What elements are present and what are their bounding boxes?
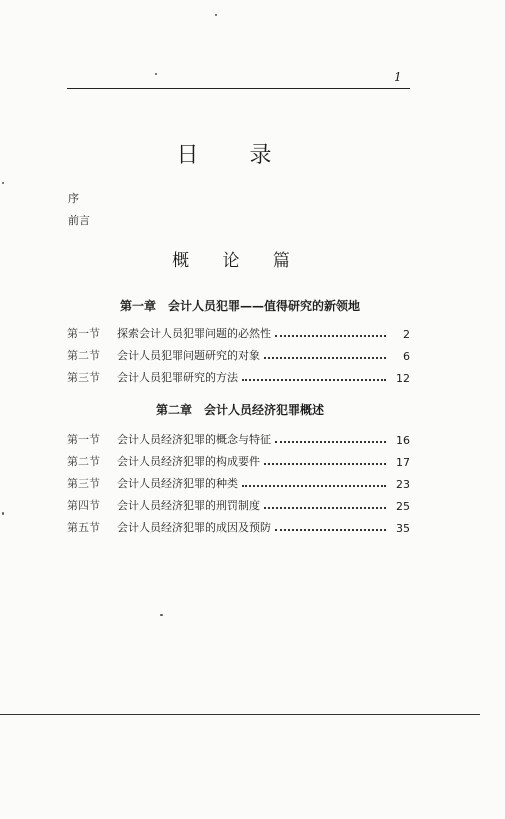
scan-speck [2,512,4,515]
page-title: 日 录 [176,143,294,168]
toc-entry-label: 第二节 [67,455,100,468]
dot-leader [275,335,386,337]
dot-leader [242,379,386,381]
toc-entry[interactable] [67,345,410,363]
toc-entry-label: 第二节 [67,349,100,362]
dot-leader [264,507,386,509]
toc-entry-title: 会计人员经济犯罪的构成要件 [117,455,260,468]
scan-speck [2,182,4,184]
toc-entry-page: 35 [396,522,410,535]
toc-entry-page: 12 [396,372,410,385]
toc-entry-page: 6 [403,350,410,363]
toc-entry-title: 会计人员犯罪研究的方法 [117,371,238,384]
toc-entry-title: 会计人员经济犯罪的种类 [117,477,238,490]
toc-entry-label: 第五节 [67,521,100,534]
toc-entry[interactable] [67,451,410,469]
dot-leader [242,485,386,487]
dot-leader [275,441,386,443]
toc-entry[interactable] [67,429,410,447]
dot-leader [275,529,386,531]
toc-entry[interactable] [67,517,410,535]
toc-entry-page: 2 [403,328,410,341]
chapter-heading: 第一章 会计人员犯罪——值得研究的新领地 [119,299,360,313]
toc-entry-label: 第三节 [67,371,100,384]
toc-entry-title: 会计人员犯罪问题研究的对象 [117,349,260,362]
front-matter-preface: 序 [68,192,79,205]
dot-leader [264,463,386,465]
scan-speck [215,14,217,16]
scan-speck [160,614,163,616]
chapter-heading: 第二章 会计人员经济犯罪概述 [155,403,324,417]
toc-entry[interactable] [67,323,410,341]
toc-entry-title: 会计人员经济犯罪的刑罚制度 [117,499,260,512]
scan-speck [155,73,157,75]
toc-entry-label: 第四节 [67,499,100,512]
header-rule [67,88,410,89]
toc-entry-page: 23 [396,478,410,491]
toc-entry-label: 第一节 [67,327,100,340]
toc-entry-title: 会计人员经济犯罪的概念与特征 [117,433,271,446]
toc-entry-label: 第一节 [67,433,100,446]
front-matter-foreword: 前言 [68,214,90,227]
toc-entry[interactable] [67,473,410,491]
toc-entry-title: 会计人员经济犯罪的成因及预防 [117,521,271,534]
toc-entry-page: 25 [396,500,410,513]
toc-entry-page: 16 [396,434,410,447]
toc-entry[interactable] [67,367,410,385]
toc-entry-page: 17 [396,456,410,469]
toc-entry[interactable] [67,495,410,513]
toc-entry-label: 第三节 [67,477,100,490]
section-title: 概 论 篇 [172,251,304,271]
page-number: 1 [394,70,402,84]
dot-leader [264,357,386,359]
footer-rule [0,714,480,715]
toc-entry-title: 探索会计人员犯罪问题的必然性 [117,327,271,340]
